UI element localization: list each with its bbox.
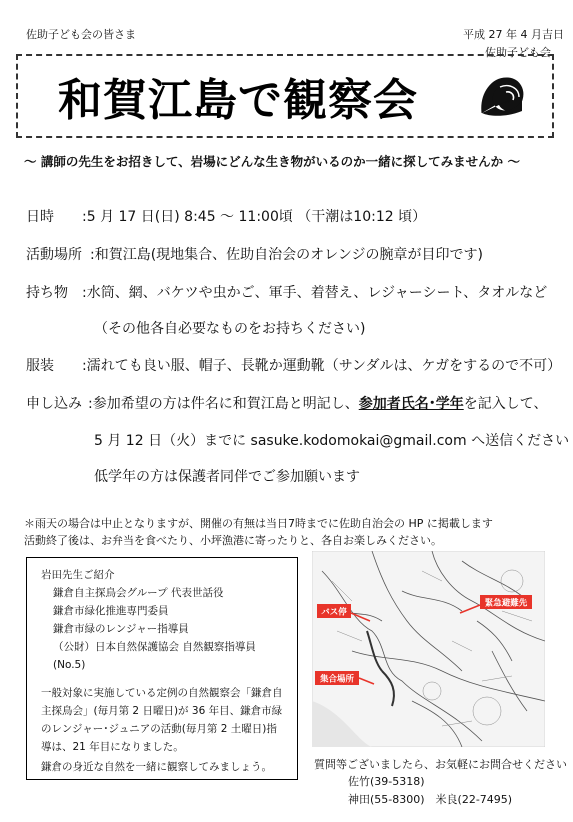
subtitle: ～ 講師の先生をお招きして、岩場にどんな生き物がいるのか一緒に探してみませんか ～	[24, 154, 520, 169]
intro-paragraph: 一般対象に実施している定例の自然観察会「鎌倉自主探鳥会」(毎月第 2 日曜日)が 36 年目、鎌倉市緑のレンジャー･ジュニアの活動(毎月第 2 土曜日)指導は、21 年目になりました。	[41, 687, 283, 753]
ammonite-shell-icon	[478, 73, 526, 119]
apply-deadline: 5 月 12 日（火）までに sasuke.kodomokai@gmail.com へ送信ください	[94, 433, 570, 449]
apply-value	[88, 393, 547, 413]
meeting-point-label: 集合場所	[319, 674, 355, 685]
apply-text-c: を記入して、	[463, 396, 548, 412]
intro-line: （公財）日本自然保護協会 自然観察指導員	[53, 641, 256, 653]
contact-line-2: 神田(55-8300) 米良(22-7495)	[348, 793, 513, 806]
apply-required-fields: 参加者氏名･学年	[358, 396, 464, 412]
recipient-text: 佐助子ども会の皆さま	[26, 28, 136, 41]
intro-line: 鎌倉自主探鳥会グループ 代表世話役	[53, 587, 224, 599]
items-label: 持ち物	[26, 285, 68, 301]
apply-label: 申し込み	[26, 396, 82, 412]
instructor-intro-box	[26, 557, 298, 780]
intro-closing: 鎌倉の身近な自然を一緒に観察してみましょう。	[41, 761, 272, 773]
sender-text: 佐助子ども会	[485, 46, 551, 59]
intro-line: 鎌倉市緑のレンジャー指導員	[53, 623, 189, 635]
bus-stop-label: バス停	[321, 607, 347, 618]
page-title: 和賀江島で観察会	[58, 75, 418, 126]
intro-line: 鎌倉市緑化推進専門委員	[53, 605, 169, 617]
clothes-value: :濡れても良い服、帽子、長靴か運動靴（サンダルは、ケガをするので不可）	[82, 358, 562, 374]
intro-heading: 岩田先生ご紹介	[41, 569, 115, 581]
items-note: （その他各自必要なものをお持ちください)	[94, 321, 366, 337]
after-note: 活動終了後は、お弁当を食べたり、小坪漁港に寄ったりと、各自お楽しみください。	[24, 534, 442, 547]
apply-text-a: :参加希望の方は件名に和賀江島と明記し、	[88, 396, 359, 412]
datetime-label: 日時	[26, 209, 54, 225]
items-value: :水筒、網、バケツや虫かご、軍手、着替え、レジャーシート、タオルなど	[82, 285, 548, 301]
contact-line-1: 佐竹(39-5318)	[348, 775, 425, 788]
place-value: :和賀江島(現地集合、佐助自治会のオレンジの腕章が目印です)	[90, 247, 483, 263]
place-label: 活動場所	[26, 247, 82, 263]
contact-intro: 質問等ございましたら、お気軽にお問合せください	[314, 758, 567, 771]
evacuation-label: 緊急避難先	[484, 598, 528, 609]
apply-guardian-note: 低学年の方は保護者同伴でご参加願います	[94, 469, 360, 485]
clothes-label: 服装	[26, 358, 54, 374]
intro-line: (No.5)	[53, 659, 86, 671]
area-map	[312, 551, 545, 747]
datetime-value: :5 月 17 日(日) 8:45 ～ 11:00頃 （干潮は10:12 頃）	[82, 209, 427, 225]
date-text: 平成 27 年 4 月吉日	[463, 28, 564, 41]
rain-note: ＊雨天の場合は中止となりますが、開催の有無は当日7時までに佐助自治会の HP に掲載します	[24, 517, 493, 530]
